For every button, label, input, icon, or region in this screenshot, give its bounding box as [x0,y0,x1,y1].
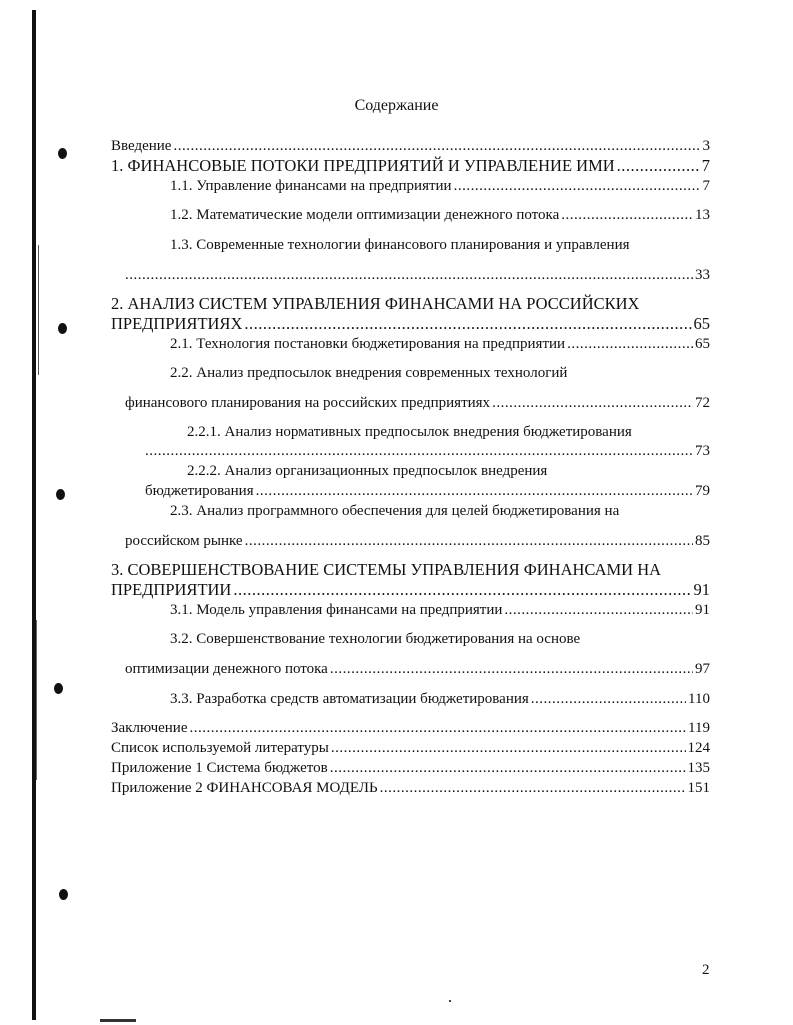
toc-entry-text: Список используемой литературы [111,740,329,756]
toc-leader-dots [190,719,687,737]
toc-leader-dots [244,315,691,333]
toc-entry-2-3-text: 2.3. Анализ программного обеспечения для целей бюджетирования на [170,503,620,519]
toc-entry-page: 110 [688,691,710,707]
toc-entry-2-2-text: 2.2. Анализ предпосылок внедрения современных технологий [170,365,568,381]
toc-leader-dots [330,759,686,777]
toc-entry-page: 33 [695,267,710,283]
toc-entry-page: 91 [695,602,710,618]
toc-entry-chapter-2 [111,315,710,333]
toc-entry-text: Приложение 1 Система бюджетов [111,760,328,776]
punch-hole [59,889,68,900]
scan-edge-line [38,245,39,375]
toc-entry-appendix-1 [111,759,710,777]
toc-entry-2-2-2-text: 2.2.2. Анализ организационных предпосылок внедрения [187,463,548,479]
toc-leader-dots [173,137,700,155]
toc-entry-page: 65 [695,336,710,352]
toc-entry-references [111,739,710,757]
toc-entry-page: 3 [702,138,710,154]
page-title: Содержание [354,97,439,114]
toc-entry-chapter-1 [111,157,710,175]
toc-entry-page: 72 [695,395,710,411]
punch-hole [56,489,65,500]
toc-entry-page: 7 [701,156,710,175]
toc-entry-3-2 [125,660,710,678]
toc-entry-text: 1. ФИНАНСОВЫЕ ПОТОКИ ПРЕДПРИЯТИЙ И УПРАВЛЕНИЕ ИМИ [111,156,615,175]
toc-entry-text: 1.1. Управление финансами на предприятии [170,178,452,194]
toc-entry-2-2-1 [145,442,710,460]
toc-entry-text: ПРЕДПРИЯТИИ [111,580,232,599]
toc-leader-dots [492,394,693,412]
toc-leader-dots [504,601,693,619]
toc-entry-page: 119 [688,720,710,736]
toc-entry-3-2-text: 3.2. Совершенствование технологии бюджетирования на основе [170,631,581,647]
toc-entry-3-3 [170,690,710,708]
toc-entry-page: 13 [695,207,710,223]
toc-entry-text: оптимизации денежного потока [125,661,328,677]
toc-leader-dots [145,442,693,460]
toc-entry-conclusion [111,719,710,737]
toc-leader-dots [561,206,693,224]
toc-entry-text: бюджетирования [145,483,254,499]
toc-entry-1-3 [125,266,710,284]
toc-entry-page: 65 [693,314,710,333]
toc-entry-text: Приложение 2 ФИНАНСОВАЯ МОДЕЛЬ [111,780,378,796]
toc-leader-dots [330,660,693,678]
toc-entry-text: 3.3. Разработка средств автоматизации бюджетирования [170,691,529,707]
punch-hole [58,148,67,159]
toc-leader-dots [531,690,686,708]
toc-leader-dots [380,779,686,797]
scan-smudge [100,1019,136,1022]
toc-entry-intro [111,137,710,155]
punch-hole [58,323,67,334]
toc-entry-2-2-2 [145,482,710,500]
toc-entry-2-2 [125,394,710,412]
toc-entry-text: 3.1. Модель управления финансами на предприятии [170,602,503,618]
scan-edge-line [36,620,37,780]
toc-entry-chapter-3-text: 3. СОВЕРШЕНСТВОВАНИЕ СИСТЕМЫ УПРАВЛЕНИЯ ФИНАНСАМИ НА [111,560,662,579]
toc-entry-text: 2.1. Технология постановки бюджетирования на предприятии [170,336,566,352]
toc-entry-2-3 [125,532,710,550]
toc-entry-text: ПРЕДПРИЯТИЯХ [111,314,243,333]
toc-entry-page: 73 [695,443,710,459]
page-number: 2 [702,962,710,978]
toc-entry-text: 1.2. Математические модели оптимизации денежного потока [170,207,560,223]
scan-edge-line [32,10,36,1020]
toc-leader-dots [617,157,700,175]
toc-leader-dots [125,266,693,284]
toc-entry-page: 124 [687,740,710,756]
toc-entry-3-1 [170,601,710,619]
toc-entry-page: 97 [695,661,710,677]
toc-entry-page: 91 [693,580,710,599]
toc-entry-text: Введение [111,138,172,154]
toc-entry-1-2 [170,206,710,224]
toc-leader-dots [331,739,686,757]
toc-entry-page: 7 [702,178,710,194]
toc-entry-chapter-3 [111,581,710,599]
toc-entry-2-1 [170,335,710,353]
toc-leader-dots [454,177,701,195]
toc-entry-1-3-text: 1.3. Современные технологии финансового планирования и управления [170,237,630,253]
toc-entry-text: российском рынке [125,533,243,549]
toc-entry-1-1 [170,177,710,195]
punch-hole [54,683,63,694]
scan-speck [449,1000,451,1002]
toc-entry-2-2-1-text: 2.2.1. Анализ нормативных предпосылок внедрения бюджетирования [187,424,632,440]
toc-leader-dots [567,335,693,353]
toc-entry-text: Заключение [111,720,188,736]
toc-leader-dots [245,532,693,550]
toc-leader-dots [256,482,693,500]
toc-entry-page: 135 [687,760,710,776]
toc-leader-dots [233,581,691,599]
toc-entry-page: 151 [687,780,710,796]
toc-entry-chapter-2-text: 2. АНАЛИЗ СИСТЕМ УПРАВЛЕНИЯ ФИНАНСАМИ НА РОССИЙСКИХ [111,294,640,313]
toc-entry-text: финансового планирования на российских предприятиях [125,395,491,411]
toc-entry-page: 79 [695,483,710,499]
toc-entry-appendix-2 [111,779,710,797]
toc-entry-page: 85 [695,533,710,549]
